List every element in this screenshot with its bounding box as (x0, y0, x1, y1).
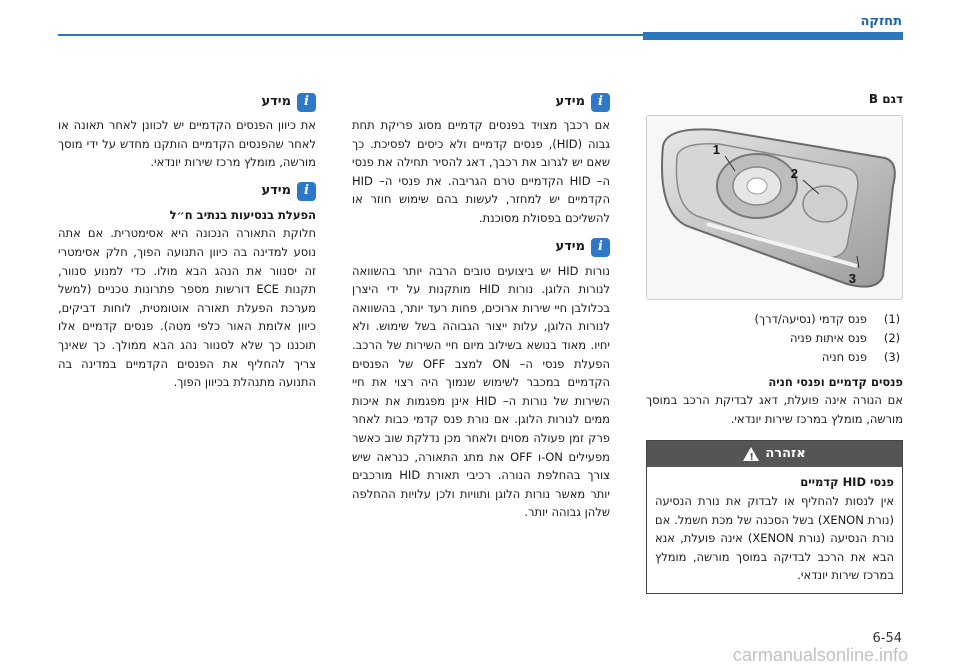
part-label: פנס קדמי (נסיעה/דרך) (754, 311, 867, 326)
note-text: אם רכבך מצויד בפנסים קדמיים מסוג פריקת תחת גבוה (HID), פנסים קדמיים ולא כיסים לפסיכת. כך שאם יש לגרוב את רכבך, דאג להסיר תחילה את פנסי ה– HID הקדמיים טרם הגריבה. את פנסי ה– HID הקדמיים יש למחזר, לעשות בהם שימוש חוזר או להשליכם בפסולת מסוכנת. (352, 118, 610, 225)
callout-3: 3 (848, 270, 856, 286)
note-label: מידע (555, 239, 585, 255)
part-label: פנס חניה (821, 349, 867, 364)
type-label: דגם B (868, 92, 903, 106)
warning-text: אין לנסות להחליף או לבדוק את נורת הנסיעה (נורת XENON) בשל הסכנה של מכת חשמל. אם נורת הנסיעה (נורת XENON) אינה פועלת, אנא הבא את הרכב לבדיקה במוסך מורשה, מומלץ במרכז שירות יונדאי. (655, 493, 895, 583)
note-header (58, 90, 316, 114)
note-header (352, 236, 610, 260)
warning-body (647, 467, 902, 593)
info-icon: i (297, 93, 316, 112)
note-subtitle: הפעלת בנסיעות בנתיב ח״ל (169, 207, 316, 222)
note-text: חלוקת התאורה הנכונה היא אסימטרית. אם אתה נוסע למדינה בה כיוון התנועה הפוך, חלק אסימטרי זה יסנוור את הנהג הבא מולו. כדי למנוע סנוור, תקנות ECE דורשות מספר פתרונות טכניים (למשל מערכת הפעלת תאורה אוטומטית, לוחות דביקים, כיוון אלומת האור כלפי מטה). פנסים קדמיים אלו תוכננו כך שלא לסנוור נהג הבא ממולך. כך שאינך צריך להחליף את הפנסים הקדמיים במדינה בה התנועה מתנהלת בכיוון הפוך. (58, 226, 317, 390)
note-label: מידע (261, 93, 291, 109)
part-number: (1) (883, 311, 901, 326)
warning-header (647, 441, 902, 467)
note-header (352, 90, 610, 114)
watermark: carmanualsonline.info (732, 645, 908, 665)
callout-1: 1 (712, 141, 720, 157)
warning-title: אזהרה (765, 446, 806, 462)
info-icon: i (591, 93, 610, 112)
parts-list-item (646, 348, 903, 367)
section-title: תחזקה (860, 14, 902, 29)
note-header (58, 180, 316, 204)
headlamp-illustration (646, 115, 903, 300)
part-number: (2) (883, 330, 901, 345)
warning-box (646, 440, 903, 594)
header-rule-thin (58, 34, 643, 36)
note-label: מידע (261, 183, 291, 199)
callout-2: 2 (790, 165, 798, 181)
parts-list-item (646, 310, 903, 329)
headlamp-drawing (647, 116, 903, 300)
top-bar (0, 0, 960, 10)
note-label: מידע (555, 93, 585, 109)
note-text: את כיוון הפנסים הקדמיים יש לכוונן לאחר תאונה או לאחר שהפנסים הקדמיים הותקנו מחדש על ידי מוסך מורשה, מומלץ מרכז שירות יונדאי. (58, 118, 316, 170)
warning-bold-line: פנסי HID קדמיים (800, 475, 894, 490)
part-number: (3) (883, 349, 901, 364)
column-aim-notes (58, 90, 316, 392)
column-hid-notes (352, 90, 610, 522)
info-icon: i (591, 238, 610, 257)
page-number: 6-54 (872, 631, 902, 646)
subsection-title: פנסים קדמיים ופנסי חניה (768, 374, 903, 389)
parts-list (646, 310, 903, 367)
column-lamp (646, 90, 903, 594)
warning-triangle-icon (743, 447, 759, 461)
subsection-text: אם הנורה אינה פועלת, דאג לבדיקת הרכב במוסך מורשה, מומלץ במרכז שירות יונדאי. (646, 393, 903, 426)
part-label: פנס איתות פניה (790, 330, 867, 345)
info-icon: i (297, 182, 316, 201)
note-text: נורות HID יש ביצועים טובים הרבה יותר בהשוואה לנורות הלוגן. נורות HID מותקנות על ידי היצרן בכלולבן חיי שירות ארוכים, פחות רעד יותר, בהשוואה לנורות הלוגן, עלות ייצור הגבוהה בשל שימוש. ולא יחיו. מאוד בנושא בשילוב מיום חיי השירות של הרכב. הפעלת פנסי ה– ON למצב OFF של הפנסים הקדמיים במכבר לשימוש שנמוך היה רצוי את חיי השירות של נורות ה– HID אינן מפגמות את איכות ממים לנורות הלוגן. אם נורת פנס קדמי כבות לאחר פרק זמן פעולה מסוים ולאחר מכן נדלקת שוב כאשר מפעילים ON-ו OFF את מתג התאורה, כנראה שיש צורך בהחלפת הנורה. רכיבי תאורת HID מורכבים יותר מאשר נורות הלוגן ותוויות ולכן עלויות ההחלפה שלהן גבוהה יותר. (352, 263, 611, 520)
header-rule-thick (643, 32, 903, 40)
parts-list-item (646, 329, 903, 348)
